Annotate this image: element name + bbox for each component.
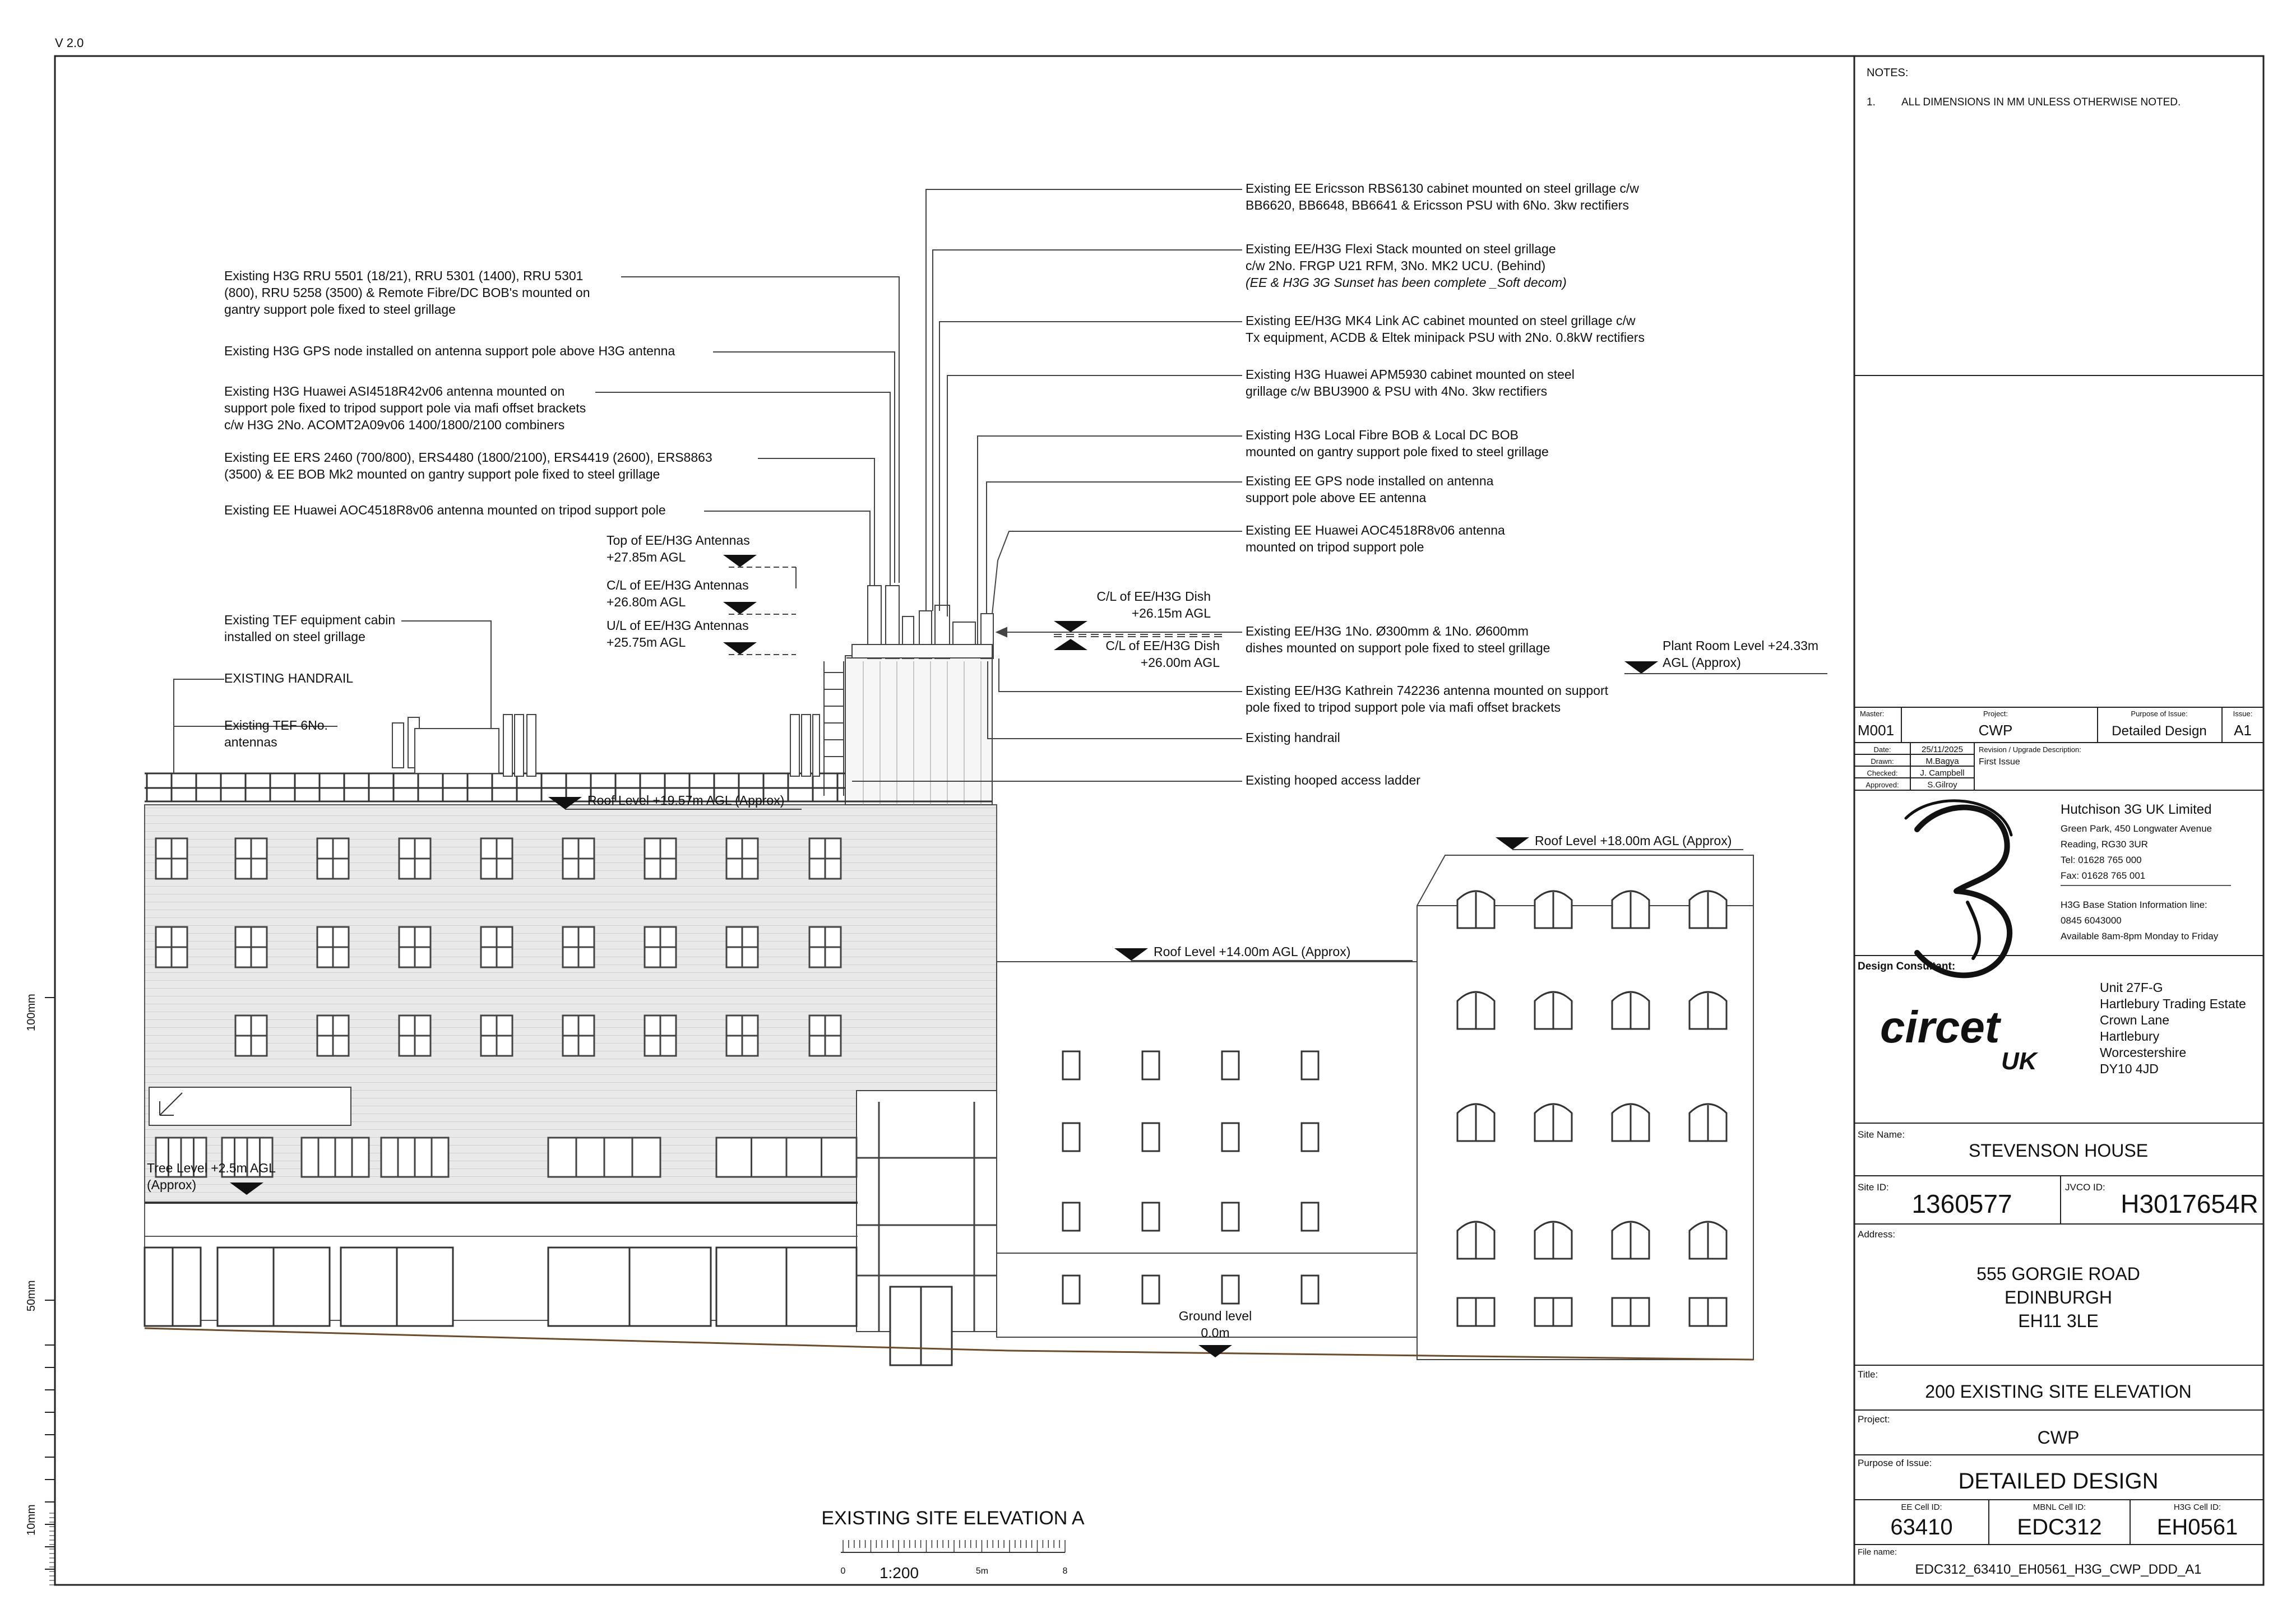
callout-right-11 (1246, 773, 1420, 787)
window (1063, 1203, 1080, 1231)
consultant-address-line: Worcestershire (2100, 1045, 2187, 1060)
level-dish-upper-2: +26.15m AGL (1131, 606, 1211, 620)
level-ul-antennas-2: +25.75m AGL (607, 635, 686, 650)
purpose-label: Purpose of Issue: (2131, 710, 2188, 718)
callout-text: Existing EE ERS 2460 (700/800), ERS4480 (1800/2100), ERS4419 (2600), ERS8863 (224, 450, 712, 465)
three-logo (1906, 801, 2011, 976)
scale-100mm: 100mm (25, 994, 38, 1031)
window (1222, 1203, 1239, 1231)
rev-row-value: S.Gilroy (1927, 780, 1957, 790)
site-id: 1360577 (1911, 1189, 2012, 1218)
project2-label: Project: (1858, 1414, 1890, 1425)
h3g-cell-label: H3G Cell ID: (2173, 1503, 2221, 1512)
callouts-left (224, 268, 712, 749)
callout-left-4 (224, 450, 712, 481)
level-roof-mid: Roof Level +14.00m AGL (Approx) (1154, 944, 1351, 959)
callout-text: Existing hooped access ladder (1246, 773, 1420, 787)
title-block-text (1858, 67, 2258, 1577)
rooftop-equipment (846, 586, 993, 659)
signage-panel (149, 1087, 351, 1125)
title-block (1854, 56, 2263, 1585)
callout-right-6 (1246, 474, 1494, 505)
callout-text: (3500) & EE BOB Mk2 mounted on gantry support pole fixed to steel grillage (224, 467, 660, 481)
callout-text: mounted on gantry support pole fixed to steel grillage (1246, 444, 1549, 459)
rev-row-value: M.Bagya (1925, 757, 1959, 766)
level-dish-lower-1: C/L of EE/H3G Dish (1105, 638, 1220, 653)
callout-right-3 (1246, 313, 1645, 345)
title-label: Title: (1858, 1369, 1878, 1380)
level-ground-1: Ground level (1178, 1309, 1252, 1323)
left-scale-bar (25, 994, 55, 1585)
project2-value: CWP (2037, 1427, 2080, 1448)
level-ground-2: 0.0m (1201, 1325, 1230, 1340)
h3g-line-2: Reading, RG30 3UR (2061, 839, 2148, 850)
note-1-num: 1. (1867, 96, 1876, 108)
notes-heading: NOTES: (1867, 67, 1909, 79)
window (1222, 1051, 1239, 1079)
level-cl-antennas-1: C/L of EE/H3G Antennas (607, 578, 749, 592)
level-top-antennas-1: Top of EE/H3G Antennas (607, 533, 750, 548)
callout-text: Existing EE Ericsson RBS6130 cabinet mounted on steel grillage c/w (1246, 181, 1639, 196)
level-cl-antennas-2: +26.80m AGL (607, 595, 686, 609)
circet-logo-uk: UK (2001, 1047, 2037, 1075)
callout-text: Existing H3G GPS node installed on antenna support pole above H3G antenna (224, 344, 675, 358)
callout-left-3 (224, 384, 586, 432)
level-plant-room-1: Plant Room Level +24.33m (1663, 638, 1819, 653)
callout-right-7 (1246, 523, 1505, 554)
callout-text: Existing EE GPS node installed on antenna (1246, 474, 1494, 488)
callout-text: Existing EE Huawei AOC4518R8v06 antenna mounted on tripod support pole (224, 503, 666, 517)
rev-row-label: Drawn: (1871, 757, 1894, 766)
callout-text: mounted on tripod support pole (1246, 540, 1424, 554)
h3g-name: Hutchison 3G UK Limited (2061, 802, 2212, 817)
purpose2-value: DETAILED DESIGN (1958, 1469, 2159, 1494)
window (1142, 1203, 1159, 1231)
file-name: EDC312_63410_EH0561_H3G_CWP_DDD_A1 (1915, 1562, 2202, 1577)
window (1063, 1123, 1080, 1151)
site-id-label: Site ID: (1858, 1182, 1889, 1193)
window (1302, 1203, 1318, 1231)
note-1-text: ALL DIMENSIONS IN MM UNLESS OTHERWISE NOTED. (1901, 96, 2181, 108)
window (1222, 1276, 1239, 1304)
callouts-right (1246, 181, 1645, 787)
scale-50mm: 50mm (25, 1280, 38, 1311)
window (1142, 1123, 1159, 1151)
jvco-label: JVCO ID: (2065, 1182, 2105, 1193)
scale-tick-8: 8 (1062, 1566, 1068, 1576)
consultant-address-line: Hartlebury Trading Estate (2100, 996, 2246, 1011)
callout-text: pole fixed to tripod support pole via mafi offset brackets (1246, 700, 1561, 715)
callout-text: BB6620, BB6648, BB6641 & Ericsson PSU with 6No. 3kw rectifiers (1246, 198, 1629, 212)
callout-right-9 (1246, 683, 1609, 715)
h3g-info-2: 0845 6043000 (2061, 915, 2122, 926)
h3g-line-1: Green Park, 450 Longwater Avenue (2061, 823, 2212, 834)
window (1063, 1276, 1080, 1304)
callout-text: Existing H3G RRU 5501 (18/21), RRU 5301 (1400), RRU 5301 (224, 268, 584, 283)
issue-label: Issue: (2233, 710, 2253, 718)
callout-right-1 (1246, 181, 1639, 212)
ee-cell-label: EE Cell ID: (1901, 1503, 1942, 1512)
callout-right-4 (1246, 367, 1575, 398)
callout-text: Existing H3G Huawei APM5930 cabinet mounted on steel (1246, 367, 1575, 382)
consultant-address-line: DY10 4JD (2100, 1061, 2159, 1076)
scale-ratio: 1:200 (879, 1564, 919, 1582)
consultant-address-line: Hartlebury (2100, 1029, 2160, 1044)
callout-text: (800), RRU 5258 (3500) & Remote Fibre/DC BOB's mounted on (224, 285, 590, 300)
purpose2-label: Purpose of Issue: (1858, 1458, 1932, 1468)
window (1142, 1051, 1159, 1079)
mbnl-cell-label: MBNL Cell ID: (2033, 1503, 2086, 1512)
issue-value: A1 (2234, 722, 2252, 739)
level-top-antennas-2: +27.85m AGL (607, 550, 686, 564)
callout-left-8 (224, 718, 328, 749)
project-value: CWP (1978, 722, 2013, 739)
level-dish-lower-2: +26.00m AGL (1140, 655, 1220, 670)
h3g-line-3: Tel: 01628 765 000 (2061, 855, 2142, 865)
purpose-value: Detailed Design (2112, 724, 2207, 739)
h3g-cell: EH0561 (2156, 1515, 2238, 1539)
site-name-label: Site Name: (1858, 1129, 1905, 1140)
callout-text: grillage c/w BBU3900 & PSU with 4No. 3kw rectifiers (1246, 384, 1548, 398)
scale-tick-0: 0 (840, 1566, 846, 1576)
h3g-line-4: Fax: 01628 765 001 (2061, 870, 2146, 881)
callout-text: Existing handrail (1246, 730, 1340, 745)
rev-header: Revision / Upgrade Description: (1979, 745, 2081, 754)
tef-antennas (392, 715, 820, 776)
callout-left-2 (224, 344, 675, 358)
callout-text: (EE & H3G 3G Sunset has been complete _Soft decom) (1246, 275, 1567, 290)
callout-right-2 (1246, 242, 1567, 290)
callout-text: Existing EE/H3G 1No. Ø300mm & 1No. Ø600mm (1246, 624, 1529, 638)
level-roof-right: Roof Level +18.00m AGL (Approx) (1535, 833, 1732, 848)
window (1302, 1051, 1318, 1079)
level-tree-2: (Approx) (147, 1177, 197, 1192)
rev-row-value: 25/11/2025 (1922, 745, 1963, 754)
level-dish-upper-1: C/L of EE/H3G Dish (1096, 589, 1211, 604)
callout-right-5 (1246, 428, 1549, 459)
level-plant-room-2: AGL (Approx) (1663, 655, 1741, 670)
middle-building-base (997, 1253, 1417, 1337)
middle-building (997, 962, 1417, 1253)
version-label: V 2.0 (55, 36, 84, 50)
file-label: File name: (1858, 1547, 1897, 1557)
callout-text: c/w H3G 2No. ACOMT2A09v06 1400/1800/2100 combiners (224, 418, 565, 432)
callout-text: Existing EE/H3G MK4 Link AC cabinet mounted on steel grillage c/w (1246, 313, 1636, 328)
window (1063, 1051, 1080, 1079)
callout-text: Existing H3G Huawei ASI4518R42v06 antenna mounted on (224, 384, 565, 398)
callout-text: EXISTING HANDRAIL (224, 671, 354, 685)
h3g-info-3: Available 8am-8pm Monday to Friday (2061, 931, 2219, 942)
consultant-address-line: Crown Lane (2100, 1013, 2170, 1027)
callout-right-8 (1246, 624, 1550, 655)
address-line-3: EH11 3LE (2018, 1311, 2099, 1331)
level-tree-1: Tree Level +2.5m AGL (147, 1161, 276, 1175)
rev-row-label: Approved: (1866, 781, 1899, 789)
callout-text: installed on steel grillage (224, 629, 365, 644)
callout-text: dishes mounted on support pole fixed to steel grillage (1246, 641, 1550, 655)
level-roof-main: Roof Level +19.57m AGL (Approx) (587, 793, 785, 808)
callout-left-7 (224, 671, 353, 685)
window (1302, 1276, 1318, 1304)
callout-left-6 (224, 613, 395, 644)
callout-left-1 (224, 268, 590, 317)
rev-row-value: J. Campbell (1920, 768, 1965, 778)
jvco-id: H3017654R (2121, 1189, 2258, 1218)
callout-text: Existing H3G Local Fibre BOB & Local DC BOB (1246, 428, 1519, 442)
callout-text: Existing EE/H3G Kathrein 742236 antenna mounted on support (1246, 683, 1608, 698)
callout-text: Existing TEF 6No. (224, 718, 328, 732)
window (1142, 1276, 1159, 1304)
callout-right-10 (1246, 730, 1340, 745)
window (1302, 1123, 1318, 1151)
callout-text: support pole above EE antenna (1246, 490, 1427, 505)
scale-10mm: 10mm (25, 1504, 38, 1536)
address-line-2: EDINBURGH (2004, 1287, 2113, 1307)
callout-text: Existing EE Huawei AOC4518R8v06 antenna (1246, 523, 1505, 537)
callout-text: antennas (224, 735, 277, 749)
window (1222, 1123, 1239, 1151)
scale-tick-5m: 5m (975, 1566, 989, 1576)
title-value: 200 EXISTING SITE ELEVATION (1925, 1381, 2192, 1402)
access-ladder (824, 661, 844, 796)
rev-row-label: Date: (1873, 745, 1891, 754)
rev-row-label: Checked: (1867, 769, 1898, 777)
level-ul-antennas-1: U/L of EE/H3G Antennas (607, 618, 749, 633)
h3g-info-1: H3G Base Station Information line: (2061, 899, 2207, 910)
plant-room (845, 656, 992, 805)
callout-text: support pole fixed to tripod support pole via mafi offset brackets (224, 401, 586, 415)
site-name: STEVENSON HOUSE (1968, 1140, 2149, 1161)
callout-text: c/w 2No. FRGP U21 RFM, 3No. MK2 UCU. (Behind) (1246, 258, 1546, 273)
callout-text: Tx equipment, ACDB & Eltek minipack PSU with 2No. 0.8kW rectifiers (1246, 330, 1645, 345)
master-label: Master: (1860, 710, 1885, 718)
project-label: Project: (1983, 710, 2008, 718)
rev-row-desc: First Issue (1979, 757, 2020, 767)
callout-text: gantry support pole fixed to steel grillage (224, 302, 456, 317)
consultant-address-line: Unit 27F-G (2100, 980, 2163, 995)
callout-left-5 (224, 503, 666, 517)
circet-logo-word: circet (1880, 1002, 2000, 1052)
ee-cell: 63410 (1890, 1515, 1953, 1539)
callout-text: Existing EE/H3G Flexi Stack mounted on steel grillage (1246, 242, 1556, 256)
mbnl-cell: EDC312 (2017, 1515, 2102, 1539)
scale-bar (841, 1540, 1068, 1582)
callout-text: Existing TEF equipment cabin (224, 613, 396, 627)
address-line-1: 555 GORGIE ROAD (1976, 1264, 2140, 1284)
address-label: Address: (1858, 1229, 1896, 1240)
master-value: M001 (1858, 722, 1895, 739)
drawing-title: EXISTING SITE ELEVATION A (821, 1508, 1085, 1529)
consultant-label: Design Consultant: (1858, 961, 1956, 972)
